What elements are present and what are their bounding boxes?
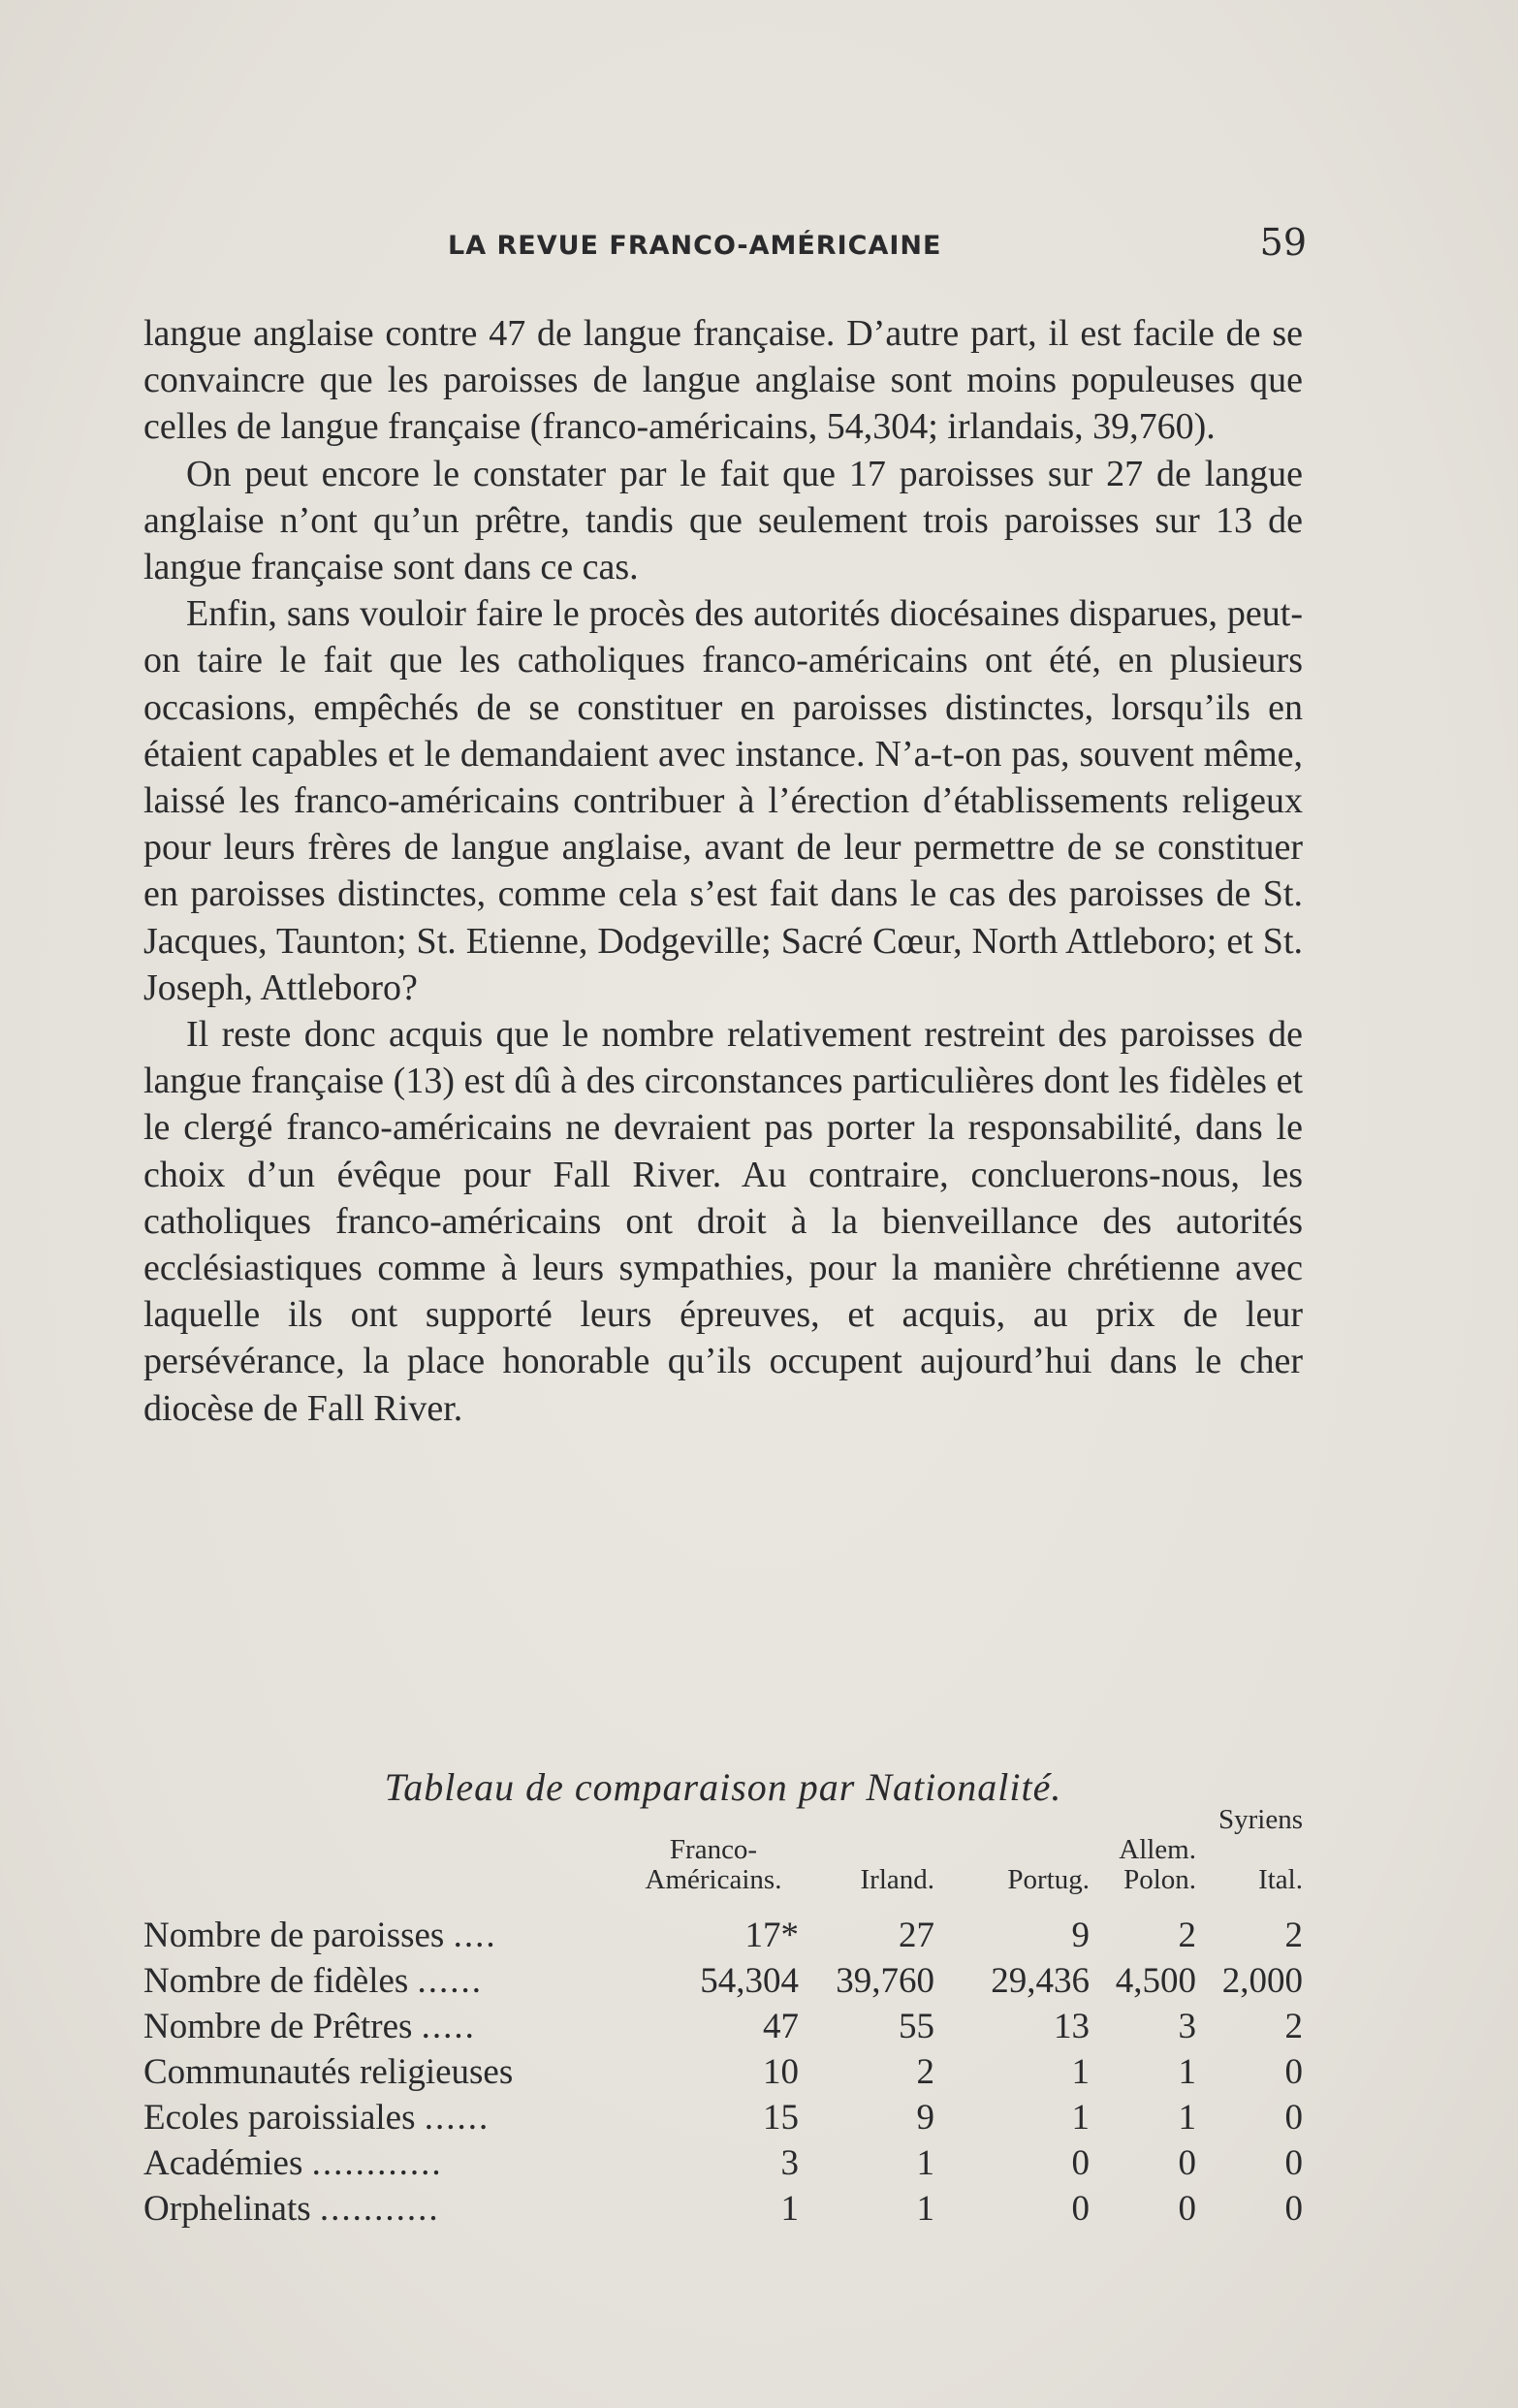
table-row: [143, 2140, 1307, 2186]
table-cell: 0: [1071, 2189, 1090, 2229]
table-cell: 0: [1284, 2098, 1303, 2138]
table-cell: 1: [1071, 2098, 1090, 2138]
row-label-text: Nombre de fidèles: [143, 1961, 409, 2001]
row-label-text: Communautés religieuses: [143, 2052, 514, 2092]
table-title: Tableau de comparaison par Nationalité.: [384, 1765, 1062, 1809]
table-cell: 9: [1071, 1916, 1090, 1955]
header-allem-line2: Polon.: [1123, 1864, 1196, 1895]
table-cell: 0: [1178, 2189, 1196, 2229]
header-syriens: [1200, 1805, 1307, 1913]
table-cell: 47: [763, 2007, 799, 2046]
table-cell: 0: [1284, 2143, 1303, 2183]
table-cell: 54,304: [700, 1961, 799, 2001]
header-syriens-line1: Syriens: [1218, 1804, 1303, 1835]
header-label-col: [143, 1805, 628, 1913]
paragraph-4: Il reste donc acquis que le nombre relativement restreint des paroisses de langue française (13) est dû à des circonstances particulières dont les fidèles et le clergé franco-américains ne devraient pas porter la responsabilité, dans le choix d’un évêque pour Fall River. Au contraire, concluerons-nous, les catholiques franco-américains ont droit à la bienveillance des autorités ecclésiastiques comme à leurs sympathies, pour la manière chrétienne avec laquelle ils ont supporté leurs épreuves, et acquis, au prix de leur persévérance, la place honorable qu’ils occupent aujourd’hui dans le cher diocèse de Fall River.: [143, 1014, 1303, 1429]
row-label: [143, 1913, 628, 1958]
table-cell: 17*: [744, 1916, 799, 1955]
table-cell: 1: [916, 2189, 934, 2229]
row-label: [143, 2186, 628, 2232]
table-cell: 2,000: [1221, 1961, 1303, 2001]
table-cell: 2: [1284, 2007, 1303, 2046]
page-number: 59: [1259, 221, 1307, 264]
table-cell: 55: [899, 2007, 934, 2046]
row-label-text: Nombre de Prêtres: [143, 2007, 413, 2046]
table-cell: 10: [763, 2052, 799, 2092]
table-cell: 1: [916, 2143, 934, 2183]
table-cell: 27: [899, 1916, 934, 1955]
header-franco-line2: Américains.: [645, 1864, 782, 1895]
row-leader-dots: ....: [453, 1916, 497, 1955]
table-cell: 13: [1054, 2007, 1090, 2046]
table-cell: 0: [1284, 2189, 1303, 2229]
table-row: [143, 2186, 1307, 2232]
table-cell: 3: [780, 2143, 799, 2183]
table-row: [143, 1958, 1307, 2004]
table-body: [143, 1913, 1307, 2232]
row-leader-dots: ......: [417, 1961, 484, 2001]
row-leader-dots: ...........: [319, 2189, 440, 2229]
table-cell: 1: [1178, 2052, 1196, 2092]
row-leader-dots: .....: [421, 2007, 476, 2046]
header-syriens-line2: Ital.: [1258, 1864, 1303, 1895]
row-label-text: Nombre de paroisses: [143, 1916, 445, 1955]
table-cell: 15: [763, 2098, 799, 2138]
paragraph-3: Enfin, sans vouloir faire le procès des autorités diocésaines disparues, peut-on taire le fait que les catholiques franco-américains ont été, en plusieurs occasions, empêchés de se constituer en paroisses distinctes, lorsqu’ils en étaient capables et le demandaient avec instance. N’a-t-on pas, souvent même, laissé les franco-américains contribuer à l’érection d’établissements religeux pour leurs frères de langue anglaise, avant de leur permettre de se constituer en paroisses distinctes, comme cela s’est fait dans le cas des paroisses de St. Jacques, Taunton; St. Etienne, Dodgeville; Sacré Cœur, North Attleboro; et St. Joseph, Attleboro?: [143, 593, 1303, 1008]
table-cell: 1: [1178, 2098, 1196, 2138]
header-franco: [628, 1805, 803, 1913]
comparison-table: [143, 1805, 1307, 2232]
header-portug: Portug.: [1007, 1864, 1090, 1895]
header-allem-line1: Allem.: [1119, 1834, 1196, 1865]
table-cell: 1: [780, 2189, 799, 2229]
row-label-text: Ecoles paroissiales: [143, 2098, 416, 2138]
row-label: [143, 2095, 628, 2140]
table-row: [143, 1913, 1307, 1958]
row-label: [143, 2140, 628, 2186]
table-row: [143, 2049, 1307, 2095]
header-franco-line1: Franco-: [669, 1834, 758, 1865]
row-leader-dots: ............: [311, 2143, 443, 2183]
row-label: [143, 2004, 628, 2049]
paragraph-1: langue anglaise contre 47 de langue française. D’autre part, il est facile de se convaincre que les paroisses de langue anglaise sont moins populeuses que celles de langue française (franco-américains, 54,304; irlandais, 39,760).: [143, 313, 1303, 448]
table-cell: 2: [1284, 1916, 1303, 1955]
table-row: [143, 2004, 1307, 2049]
table-cell: 0: [1071, 2143, 1090, 2183]
row-label: [143, 2049, 628, 2095]
row-label-text: Orphelinats: [143, 2189, 311, 2229]
table-cell: 0: [1284, 2052, 1303, 2092]
table-cell: 0: [1178, 2143, 1196, 2183]
table-cell: 3: [1178, 2007, 1196, 2046]
page-header: [143, 221, 1307, 269]
running-title: LA REVUE FRANCO-AMÉRICAINE: [448, 231, 942, 261]
header-allem: [1093, 1805, 1200, 1913]
table-cell: 2: [916, 2052, 934, 2092]
row-label: [143, 1958, 628, 2004]
table-cell: 1: [1071, 2052, 1090, 2092]
table-cell: 29,436: [991, 1961, 1090, 2001]
table-cell: 4,500: [1115, 1961, 1196, 2001]
table-header-row: [143, 1805, 1307, 1913]
body-text: [143, 310, 1303, 1432]
table-row: [143, 2095, 1307, 2140]
table-cell: 2: [1178, 1916, 1196, 1955]
row-label-text: Académies: [143, 2143, 303, 2183]
header-irland: Irland.: [860, 1864, 934, 1895]
table-cell: 39,760: [836, 1961, 934, 2001]
table-cell: 9: [916, 2098, 934, 2138]
paragraph-2: On peut encore le constater par le fait que 17 paroisses sur 27 de langue anglaise n’ont qu’un prêtre, tandis que seulement trois paroisses sur 13 de langue française sont dans ce cas.: [143, 453, 1303, 588]
row-leader-dots: ......: [424, 2098, 490, 2138]
